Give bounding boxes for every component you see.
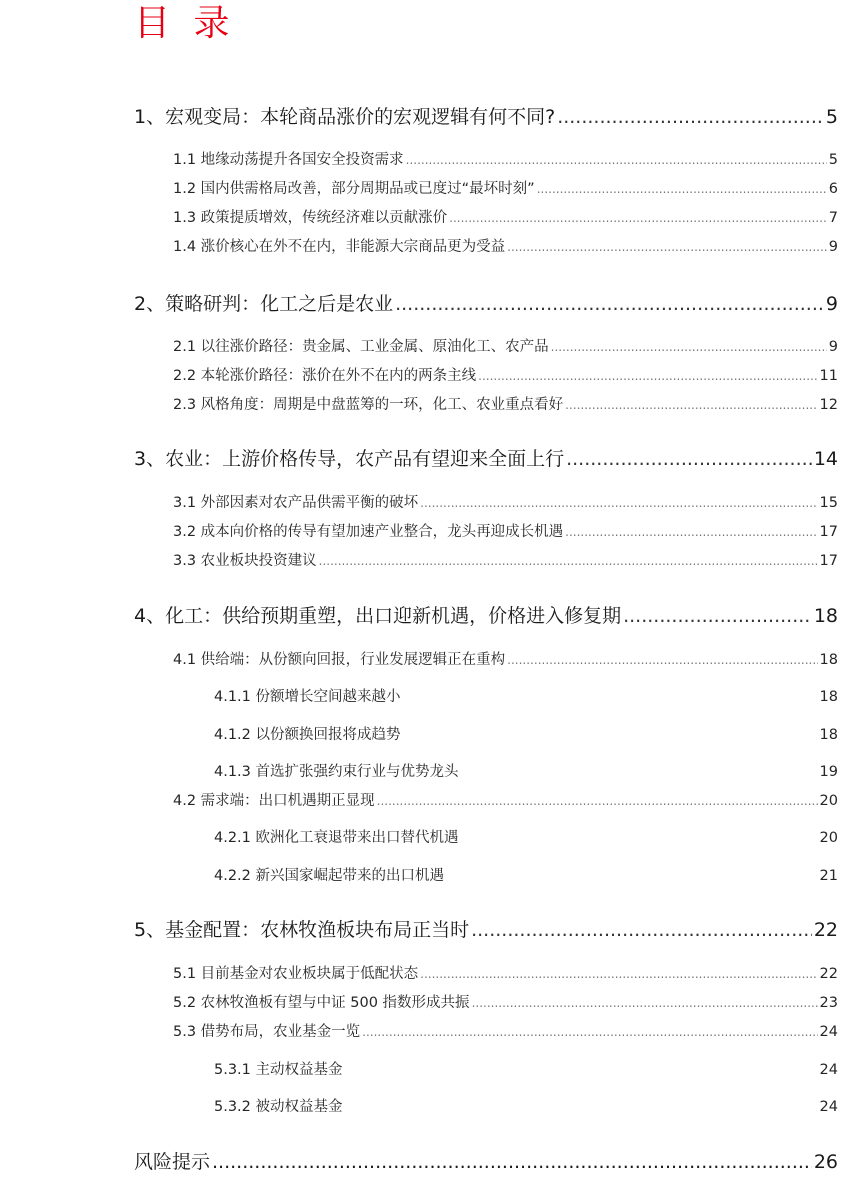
toc-entry-label: 4.1 供给端：从份额向回报，行业发展逻辑正在重构 [173,652,506,668]
toc-leader [478,366,817,386]
toc-entry-1-3[interactable] [173,208,838,228]
toc-entry-5-1[interactable] [173,964,838,984]
toc-entry-5-3[interactable] [173,1022,838,1042]
toc-leader [551,337,827,357]
toc-leader [537,179,827,199]
toc-page-number: 7 [828,210,838,226]
toc-entry-label: 3.3 农业板块投资建议 [173,553,317,569]
toc-entry-label: 1.3 政策提质增效，传统经济难以贡献涨价 [173,210,448,226]
toc-leader [362,1022,817,1042]
toc-page-number: 19 [819,764,838,780]
toc-page-number: 9 [828,239,838,255]
toc-entry-label: 1.1 地缘动荡提升各国安全投资需求 [173,152,404,168]
toc-entry-label: 4.2 需求端：出口机遇期正显现 [173,793,375,809]
toc-page-number: 24 [819,1062,838,1078]
toc-entry-4-2-1[interactable] [214,828,838,848]
toc-leader [507,237,827,257]
toc-entry-label: 4、化工：供给预期重塑，出口迎新机遇，价格进入修复期 [134,605,622,627]
toc-page-number: 17 [819,524,838,540]
toc-entry-1-4[interactable] [173,237,838,257]
toc-entry-label: 5.1 目前基金对农业板块属于低配状态 [173,966,419,982]
toc-leader [420,493,817,513]
toc-entry-2-3[interactable] [173,395,838,415]
toc-entry-1[interactable] [134,104,838,130]
toc-entry-5-3-2[interactable] [214,1097,838,1117]
toc-leader [395,291,824,317]
toc-page-number: 11 [819,368,838,384]
toc-page-number: 12 [819,397,838,413]
toc-page-number: 18 [819,727,838,743]
toc-page-number: 18 [819,689,838,705]
toc-entry-label: 2、策略研判：化工之后是农业 [134,293,394,315]
toc-entry-2[interactable] [134,291,838,317]
toc-leader [507,650,817,670]
toc-entry-3[interactable] [134,446,838,472]
toc-entry-label: 5.3.2 被动权益基金 [214,1099,343,1115]
toc-entry-label: 1.4 涨价核心在外不在内，非能源大宗商品更为受益 [173,239,506,255]
toc-leader [565,522,817,542]
toc-entry-label: 1.2 国内供需格局改善，部分周期品或已度过“最坏时刻” [173,181,535,197]
toc-page-number: 24 [819,1024,838,1040]
toc-leader [406,150,827,170]
toc-page-number: 22 [813,919,838,941]
toc-entry-label: 5、基金配置：农林牧渔板块布局正当时 [134,919,470,941]
toc-page-number: 23 [819,995,838,1011]
toc-page-number: 5 [828,152,838,168]
toc-title: 目 录 [134,3,236,44]
toc-entry-4-1-3[interactable] [214,762,838,782]
toc-entry-4-1-1[interactable] [214,687,838,707]
toc-leader [623,603,812,629]
toc-leader [566,446,812,472]
toc-leader [557,104,824,130]
toc-page-number: 18 [813,605,838,627]
toc-entry-3-2[interactable] [173,522,838,542]
toc-page-number: 22 [819,966,838,982]
toc-leader [377,791,818,811]
toc-page-number: 21 [819,868,838,884]
toc-page-number: 18 [819,652,838,668]
toc-entry-label: 1、宏观变局：本轮商品涨价的宏观逻辑有何不同? [134,106,556,128]
toc-entry-1-2[interactable] [173,179,838,199]
toc-page-number: 5 [825,106,838,128]
toc-page-number: 20 [819,793,838,809]
toc-leader [565,395,817,415]
toc-entry-label: 3、农业：上游价格传导，农产品有望迎来全面上行 [134,448,565,470]
toc-page-number: 26 [813,1151,838,1173]
toc-entry-5-3-1[interactable] [214,1060,838,1080]
toc-entry-label: 4.1.1 份额增长空间越来越小 [214,689,401,705]
toc-entry-2-2[interactable] [173,366,838,386]
toc-page-number: 6 [828,181,838,197]
toc-leader [472,993,818,1013]
toc-leader [319,551,818,571]
toc-entry-label: 4.2.2 新兴国家崛起带来的出口机遇 [214,868,445,884]
toc-page-number: 20 [819,830,838,846]
toc-entry-label: 3.1 外部因素对农产品供需平衡的破坏 [173,495,419,511]
toc-entry-4[interactable] [134,603,838,629]
toc-page-number: 9 [828,339,838,355]
toc-entry-3-3[interactable] [173,551,838,571]
toc-leader [471,917,812,943]
toc-entry-label: 2.1 以往涨价路径：贵金属、工业金属、原油化工、农产品 [173,339,549,355]
toc-entry-1-1[interactable] [173,150,838,170]
toc-entry-4-2[interactable] [173,791,838,811]
toc-page-number: 15 [819,495,838,511]
toc-entry-label: 2.2 本轮涨价路径：涨价在外不在内的两条主线 [173,368,477,384]
toc-leader [420,964,817,984]
toc-entry-label: 2.3 风格角度：周期是中盘蓝筹的一环，化工、农业重点看好 [173,397,564,413]
toc-page-number: 17 [819,553,838,569]
toc-page-number: 9 [825,293,838,315]
toc-entry-5[interactable] [134,917,838,943]
toc-entry-label: 4.1.3 首选扩张强约束行业与优势龙头 [214,764,459,780]
toc-entry-2-1[interactable] [173,337,838,357]
toc-entry-label: 5.2 农林牧渔板有望与中证 500 指数形成共振 [173,995,470,1011]
toc-entry-label: 4.1.2 以份额换回报将成趋势 [214,727,401,743]
toc-entry-4-2-2[interactable] [214,866,838,886]
toc-entry-label: 风险提示 [134,1151,211,1173]
toc-leader [212,1149,812,1175]
toc-entry-label: 4.2.1 欧洲化工衰退带来出口替代机遇 [214,830,459,846]
toc-entry-4-1[interactable] [173,650,838,670]
toc-leader [449,208,827,228]
toc-page-number: 24 [819,1099,838,1115]
toc-entry-5-2[interactable] [173,993,838,1013]
toc-page-number: 14 [813,448,838,470]
toc-entry-3-1[interactable] [173,493,838,513]
toc-entry-label: 5.3.1 主动权益基金 [214,1062,343,1078]
toc-entry-risk[interactable] [134,1149,838,1175]
toc-entry-label: 5.3 借势布局，农业基金一览 [173,1024,361,1040]
toc-entry-label: 3.2 成本向价格的传导有望加速产业整合，龙头再迎成长机遇 [173,524,564,540]
toc-entry-4-1-2[interactable] [214,725,838,745]
